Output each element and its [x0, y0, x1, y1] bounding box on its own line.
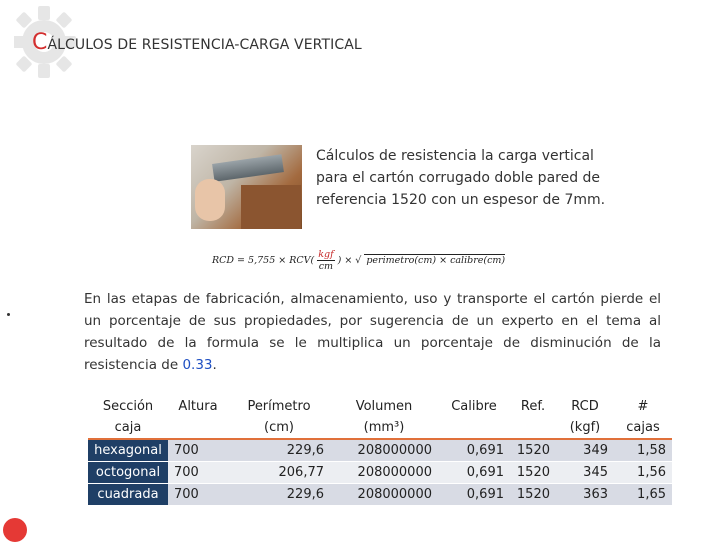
formula-fraction [317, 249, 334, 272]
cell-altura: 700 [168, 484, 228, 506]
results-table [88, 396, 672, 506]
table-row [88, 462, 672, 484]
fraction-denominator: cm [318, 260, 334, 272]
cell-rcd: 345 [556, 462, 614, 484]
title-initial: C [32, 30, 48, 55]
cell-calibre: 0,691 [438, 462, 510, 484]
cell-altura: 700 [168, 462, 228, 484]
process-paragraph [84, 288, 661, 376]
cell-altura: 700 [168, 439, 228, 462]
reduction-factor: 0.33 [182, 357, 213, 373]
cell-volumen: 208000000 [330, 484, 438, 506]
table-row [88, 439, 672, 462]
fraction-numerator: kgf [318, 248, 334, 260]
cell-rcd: 349 [556, 439, 614, 462]
cell-cajas: 1,58 [614, 439, 672, 462]
header-ref: Ref. [520, 399, 546, 414]
cell-ref: 1520 [510, 439, 556, 462]
table-header-row [88, 396, 672, 439]
intro-text: Cálculos de resistencia la carga vertical para el cartón corrugado doble pared de referencia 1520 con un espesor de 7mm. [316, 148, 606, 208]
header-altura: Altura [178, 399, 218, 414]
cell-seccion: cuadrada [88, 484, 168, 506]
cell-perimetro: 229,6 [228, 484, 330, 506]
cell-volumen: 208000000 [330, 439, 438, 462]
header-rcd: RCD (kgf) [569, 399, 601, 435]
cell-cajas: 1,65 [614, 484, 672, 506]
caliper-shape [212, 154, 284, 182]
cell-calibre: 0,691 [438, 439, 510, 462]
formula-lhs: RCD = 5,755 × RCV( [212, 254, 315, 266]
header-perimetro: Perímetro (cm) [247, 399, 311, 435]
title-rest: ÁLCULOS DE RESISTENCIA-CARGA VERTICAL [47, 37, 362, 53]
paragraph-end: . [212, 357, 217, 373]
header-volumen: Volumen (mm³) [355, 399, 413, 435]
paragraph-main: En las etapas de fabricación, almacenamiento, uso y transporte el cartón pierde el un porcentaje de sus propiedades, por sugerencia de un experto en el tema al resultado de la formula se le multiplica un porcentaje de disminución de la resistencia de [84, 291, 661, 373]
cell-calibre: 0,691 [438, 484, 510, 506]
cardboard-shape [241, 185, 301, 229]
cell-seccion: hexagonal [88, 439, 168, 462]
cell-ref: 1520 [510, 462, 556, 484]
cell-seccion: octogonal [88, 462, 168, 484]
cell-perimetro: 229,6 [228, 439, 330, 462]
rcd-formula [212, 246, 512, 274]
caliper-measurement-photo [191, 145, 302, 229]
header-calibre: Calibre [451, 399, 497, 414]
cell-ref: 1520 [510, 484, 556, 506]
cell-rcd: 363 [556, 484, 614, 506]
page-title [32, 30, 362, 55]
table-row [88, 484, 672, 506]
header-cajas: # cajas [626, 399, 660, 435]
red-circle-decoration [3, 518, 27, 542]
bullet-dot [7, 313, 10, 316]
cell-perimetro: 206,77 [228, 462, 330, 484]
cell-volumen: 208000000 [330, 462, 438, 484]
cell-cajas: 1,56 [614, 462, 672, 484]
sqrt-content: perimetro(cm) × calibre(cm) [366, 255, 506, 266]
hand-shape [195, 179, 225, 221]
formula-mid: ) × [337, 254, 353, 266]
header-seccion: Sección caja [102, 399, 154, 435]
sqrt-symbol: √ [355, 254, 362, 266]
